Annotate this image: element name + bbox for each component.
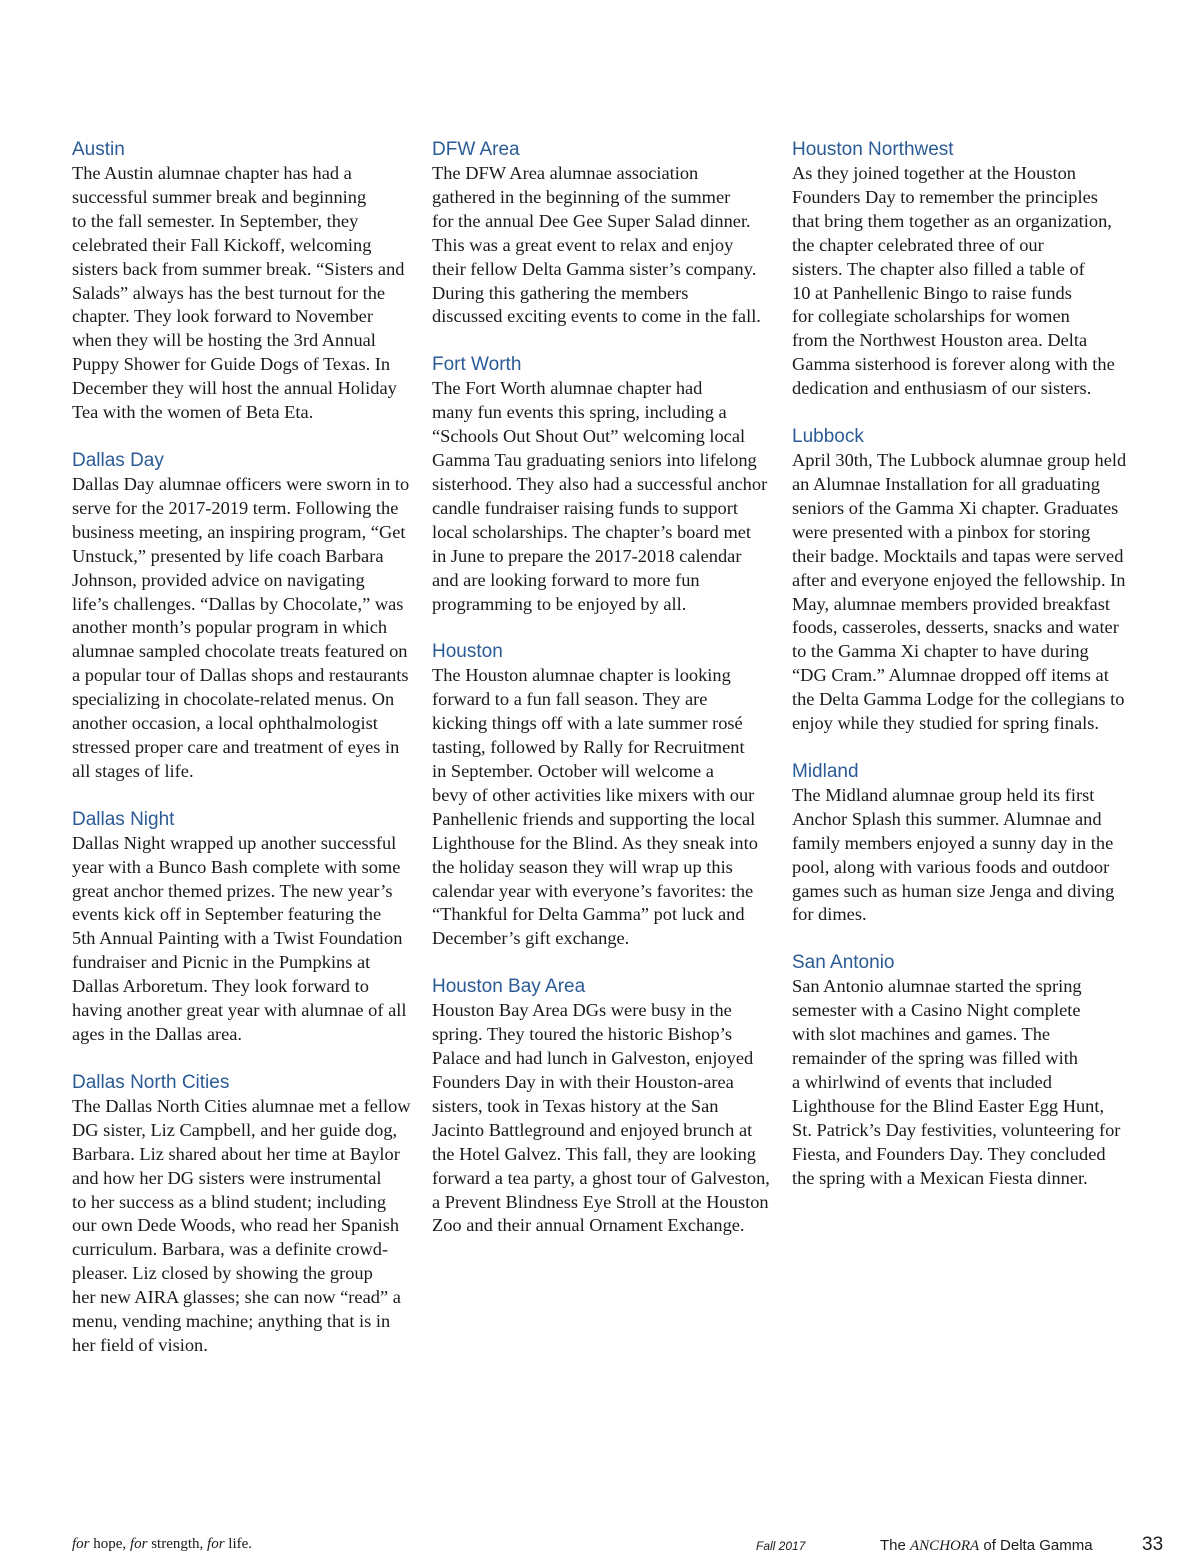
text-line: many fun events this spring, including a [432,402,727,423]
text-line: seniors of the Gamma Xi chapter. Graduates [792,497,1119,518]
text-line: Houston Bay Area DGs were busy in the [432,1000,732,1021]
text-line: Dallas Day alumnae officers were sworn in to [72,473,410,494]
text-line: alumnae sampled chocolate treats featured on [72,641,408,662]
text-line: after and everyone enjoyed the fellowship. In [792,569,1126,590]
text-line: programming to be enjoyed by all. [432,593,687,614]
section-dallas-night [72,807,417,1047]
issue-date: Fall 2017 [756,1539,806,1553]
text-line: fundraiser and Picnic in the Pumpkins at [72,952,371,973]
text-line: Fiesta, and Founders Day. They concluded [792,1143,1106,1164]
section-title: Dallas North Cities [72,1071,230,1093]
text-line: life’s challenges. “Dallas by Chocolate,” was [72,593,404,614]
text-line: calendar year with everyone’s favorites: the [432,880,754,901]
section-title: Houston Bay Area [432,976,586,998]
text-line: The Midland alumnae group held its first [792,784,1095,805]
text-line: ages in the Dallas area. [72,1024,243,1044]
text-line: Founders Day in with their Houston-area [432,1072,734,1092]
section-title: Fort Worth [432,354,522,376]
text-line: spring. They toured the historic Bishop’s [432,1024,733,1045]
section-title: Dallas Day [72,449,164,471]
text-line: Tea with the women of Beta Eta. [72,402,314,423]
section-title: DFW Area [432,139,520,160]
text-line: During this gathering the members [432,282,689,303]
publication-title: ANCHORA [910,1538,980,1554]
text-line: Barbara. Liz shared about her time at Baylor [72,1143,400,1164]
section-body [792,784,1137,927]
section-title: Houston Northwest [792,139,954,160]
publication-name [880,1537,1093,1555]
text-line: As they joined together at the Houston [792,163,1076,183]
text-line: The Dallas North Cities alumnae met a fellow [72,1095,411,1116]
text-line: with slot machines and games. The [792,1024,1051,1045]
text-line: Johnson, provided advice on navigating [72,569,365,590]
text-line: stressed proper care and treatment of eyes in [72,736,400,757]
text-line: our own Dede Woods, who read her Spanish [72,1215,400,1236]
text-line: April 30th, The Lubbock alumnae group held [792,450,1127,471]
text-line: “DG Cram.” Alumnae dropped off items at [792,665,1109,686]
section-title: San Antonio [792,952,895,974]
text-line: Lighthouse for the Blind. As they sneak into [432,832,758,853]
text-line: forward to a fun fall season. They are [432,689,708,710]
text-line: The Austin alumnae chapter has had a [72,163,352,183]
text-line: Puppy Shower for Guide Dogs of Texas. In [72,354,391,375]
section-body [792,449,1137,736]
text-line: sisterhood. They also had a successful anchor [432,473,768,494]
section-houston-northwest [792,137,1137,401]
text-line: remainder of the spring was filled with [792,1048,1078,1069]
text-line: and are looking forward to more fun [432,569,700,590]
section-houston-bay-area [432,974,777,1238]
text-line: Dallas Arboretum. They look forward to [72,976,369,997]
text-line: Founders Day to remember the principles [792,186,1098,207]
section-body [72,832,417,1047]
section-houston [432,639,777,951]
tagline-word: life. [224,1536,253,1552]
text-line: December they will host the annual Holiday [72,378,397,399]
text-line: tasting, followed by Rally for Recruitment [432,737,745,758]
text-line: from the Northwest Houston area. Delta [792,330,1088,351]
text-line: curriculum. Barbara, was a definite crowd- [72,1239,389,1260]
section-body [72,473,417,784]
section-san-antonio [792,950,1137,1190]
column-1 [72,137,417,1381]
text-line: May, alumnae members provided breakfast [792,593,1110,614]
text-line: for the annual Dee Gee Super Salad dinner. [432,210,751,231]
footer-tagline [72,1536,252,1553]
text-line: DG sister, Liz Campbell, and her guide dog, [72,1119,398,1140]
text-line: Zoo and their annual Ornament Exchange. [432,1215,745,1236]
text-line: “Thankful for Delta Gamma” pot luck and [432,904,745,925]
text-line: The Fort Worth alumnae chapter had [432,378,703,399]
page-number: 33 [1142,1534,1164,1555]
text-line: to the fall semester. In September, they [72,210,359,231]
text-line: The Houston alumnae chapter is looking [432,665,731,686]
text-line: family members enjoyed a sunny day in the [792,832,1114,853]
text-line: Panhellenic friends and supporting the local [432,808,756,829]
text-line: celebrated their Fall Kickoff, welcoming [72,234,372,255]
tagline-for: for [72,1536,90,1552]
text-line: to her success as a blind student; including [72,1191,387,1212]
text-line: Gamma sisterhood is forever along with the [792,354,1115,375]
section-midland [792,759,1137,927]
text-line: sisters back from summer break. “Sisters and [72,258,405,279]
text-line: San Antonio alumnae started the spring [792,976,1082,997]
text-line: a popular tour of Dallas shops and restaurants [72,665,409,686]
text-line: their badge. Mocktails and tapas were served [792,545,1124,566]
text-line: all stages of life. [72,760,194,781]
tagline-word: hope, [89,1536,130,1552]
section-dallas-north-cities [72,1070,417,1358]
text-line: forward a tea party, a ghost tour of Galveston, [432,1167,770,1188]
text-line: another month’s popular program in which [72,617,388,638]
text-line: pleaser. Liz closed by showing the group [72,1263,373,1284]
text-line: chapter. They look forward to November [72,306,373,327]
text-line: specializing in chocolate-related menus. On [72,689,395,710]
text-line: and how her DG sisters were instrumental [72,1167,382,1188]
text-line: her new AIRA glasses; she can now “read” a [72,1287,401,1308]
text-line: the Delta Gamma Lodge for the collegians to [792,689,1125,710]
section-title: Austin [72,139,125,160]
section-body [432,999,777,1238]
text-line: their fellow Delta Gamma sister’s company. [432,258,757,279]
text-line: the chapter celebrated three of our [792,234,1044,255]
section-dfw-area [432,137,777,329]
section-body [72,162,417,425]
publication-suffix: of Delta Gamma [979,1537,1093,1554]
text-line: 10 at Panhellenic Bingo to raise funds [792,282,1072,303]
text-line: successful summer break and beginning [72,186,367,207]
text-line: The DFW Area alumnae association [432,163,699,183]
section-body [72,1095,417,1358]
section-title: Lubbock [792,426,864,448]
section-body [792,162,1137,401]
text-line: business meeting, an inspiring program, “Get [72,521,406,542]
text-line: Dallas Night wrapped up another successful [72,832,397,853]
section-title: Midland [792,760,859,782]
text-line: another occasion, a local ophthalmologist [72,713,378,734]
text-line: Jacinto Battleground and enjoyed brunch at [432,1119,753,1140]
column-3 [792,137,1137,1214]
text-line: sisters, took in Texas history at the San [432,1095,719,1116]
section-fort-worth [432,352,777,616]
text-line: This was a great event to relax and enjoy [432,234,734,255]
section-title: Dallas Night [72,808,175,830]
text-line: a Prevent Blindness Eye Stroll at the Houston [432,1191,769,1212]
section-body [792,975,1137,1190]
column-2 [432,137,777,1261]
text-line: December’s gift exchange. [432,928,630,949]
text-line: semester with a Casino Night complete [792,1000,1081,1021]
text-line: 5th Annual Painting with a Twist Foundation [72,928,403,949]
text-line: a whirlwind of events that included [792,1072,1052,1092]
text-line: that bring them together as an organization, [792,210,1112,231]
text-line: the Hotel Galvez. This fall, they are looking [432,1143,756,1164]
text-line: for dimes. [792,904,867,925]
text-line: menu, vending machine; anything that is in [72,1311,391,1332]
page-footer [0,1534,1200,1558]
text-line: events kick off in September featuring the [72,904,382,925]
text-line: sisters. The chapter also filled a table of [792,258,1085,279]
text-line: gathered in the beginning of the summer [432,186,731,207]
text-line: Gamma Tau graduating seniors into lifelong [432,450,757,471]
text-line: candle fundraiser raising funds to support [432,497,738,518]
text-line: games such as human size Jenga and diving [792,880,1115,901]
text-line: Palace and had lunch in Galveston, enjoyed [432,1048,754,1069]
text-line: St. Patrick’s Day festivities, volunteering for [792,1119,1121,1140]
tagline-for: for [207,1536,225,1552]
text-line: the holiday season they will wrap up this [432,856,733,877]
text-line: bevy of other activities like mixers with our [432,784,755,805]
text-line: enjoy while they studied for spring finals. [792,713,1099,734]
text-line: kicking things off with a late summer rosé [432,713,743,734]
tagline-for: for [129,1536,148,1552]
text-line: when they will be hosting the 3rd Annual [72,330,376,351]
publication-prefix: The [880,1537,911,1554]
text-line: having another great year with alumnae of all [72,1000,407,1021]
section-body [432,664,777,951]
text-line: the spring with a Mexican Fiesta dinner. [792,1167,1088,1188]
text-line: serve for the 2017-2019 term. Following the [72,497,399,518]
section-lubbock [792,424,1137,736]
section-austin [72,137,417,425]
section-body [432,377,777,616]
text-line: in September. October will welcome a [432,761,714,782]
text-line: Salads” always has the best turnout for the [72,282,386,303]
text-line: Lighthouse for the Blind Easter Egg Hunt, [792,1095,1105,1116]
text-line: to the Gamma Xi chapter to have during [792,641,1089,662]
text-line: foods, casseroles, desserts, snacks and water [792,617,1119,638]
text-line: were presented with a pinbox for storing [792,521,1091,542]
text-line: Unstuck,” presented by life coach Barbara [72,545,384,566]
text-line: discussed exciting events to come in the fall. [432,306,761,327]
text-line: in June to prepare the 2017-2018 calendar [432,545,742,566]
tagline-word: strength, [147,1536,208,1552]
text-line: dedication and enthusiasm of our sisters. [792,378,1092,399]
text-line: year with a Bunco Bash complete with some [72,856,401,877]
text-line: great anchor themed prizes. The new year’s [72,880,393,901]
section-body [432,162,777,329]
section-dallas-day [72,448,417,784]
text-line: her field of vision. [72,1334,208,1355]
section-title: Houston [432,641,503,663]
text-line: local scholarships. The chapter’s board met [432,521,752,542]
text-line: pool, along with various foods and outdoor [792,856,1110,877]
text-line: for collegiate scholarships for women [792,306,1070,327]
text-line: Anchor Splash this summer. Alumnae and [792,808,1102,829]
text-line: an Alumnae Installation for all graduating [792,473,1100,494]
text-line: “Schools Out Shout Out” welcoming local [432,426,746,447]
